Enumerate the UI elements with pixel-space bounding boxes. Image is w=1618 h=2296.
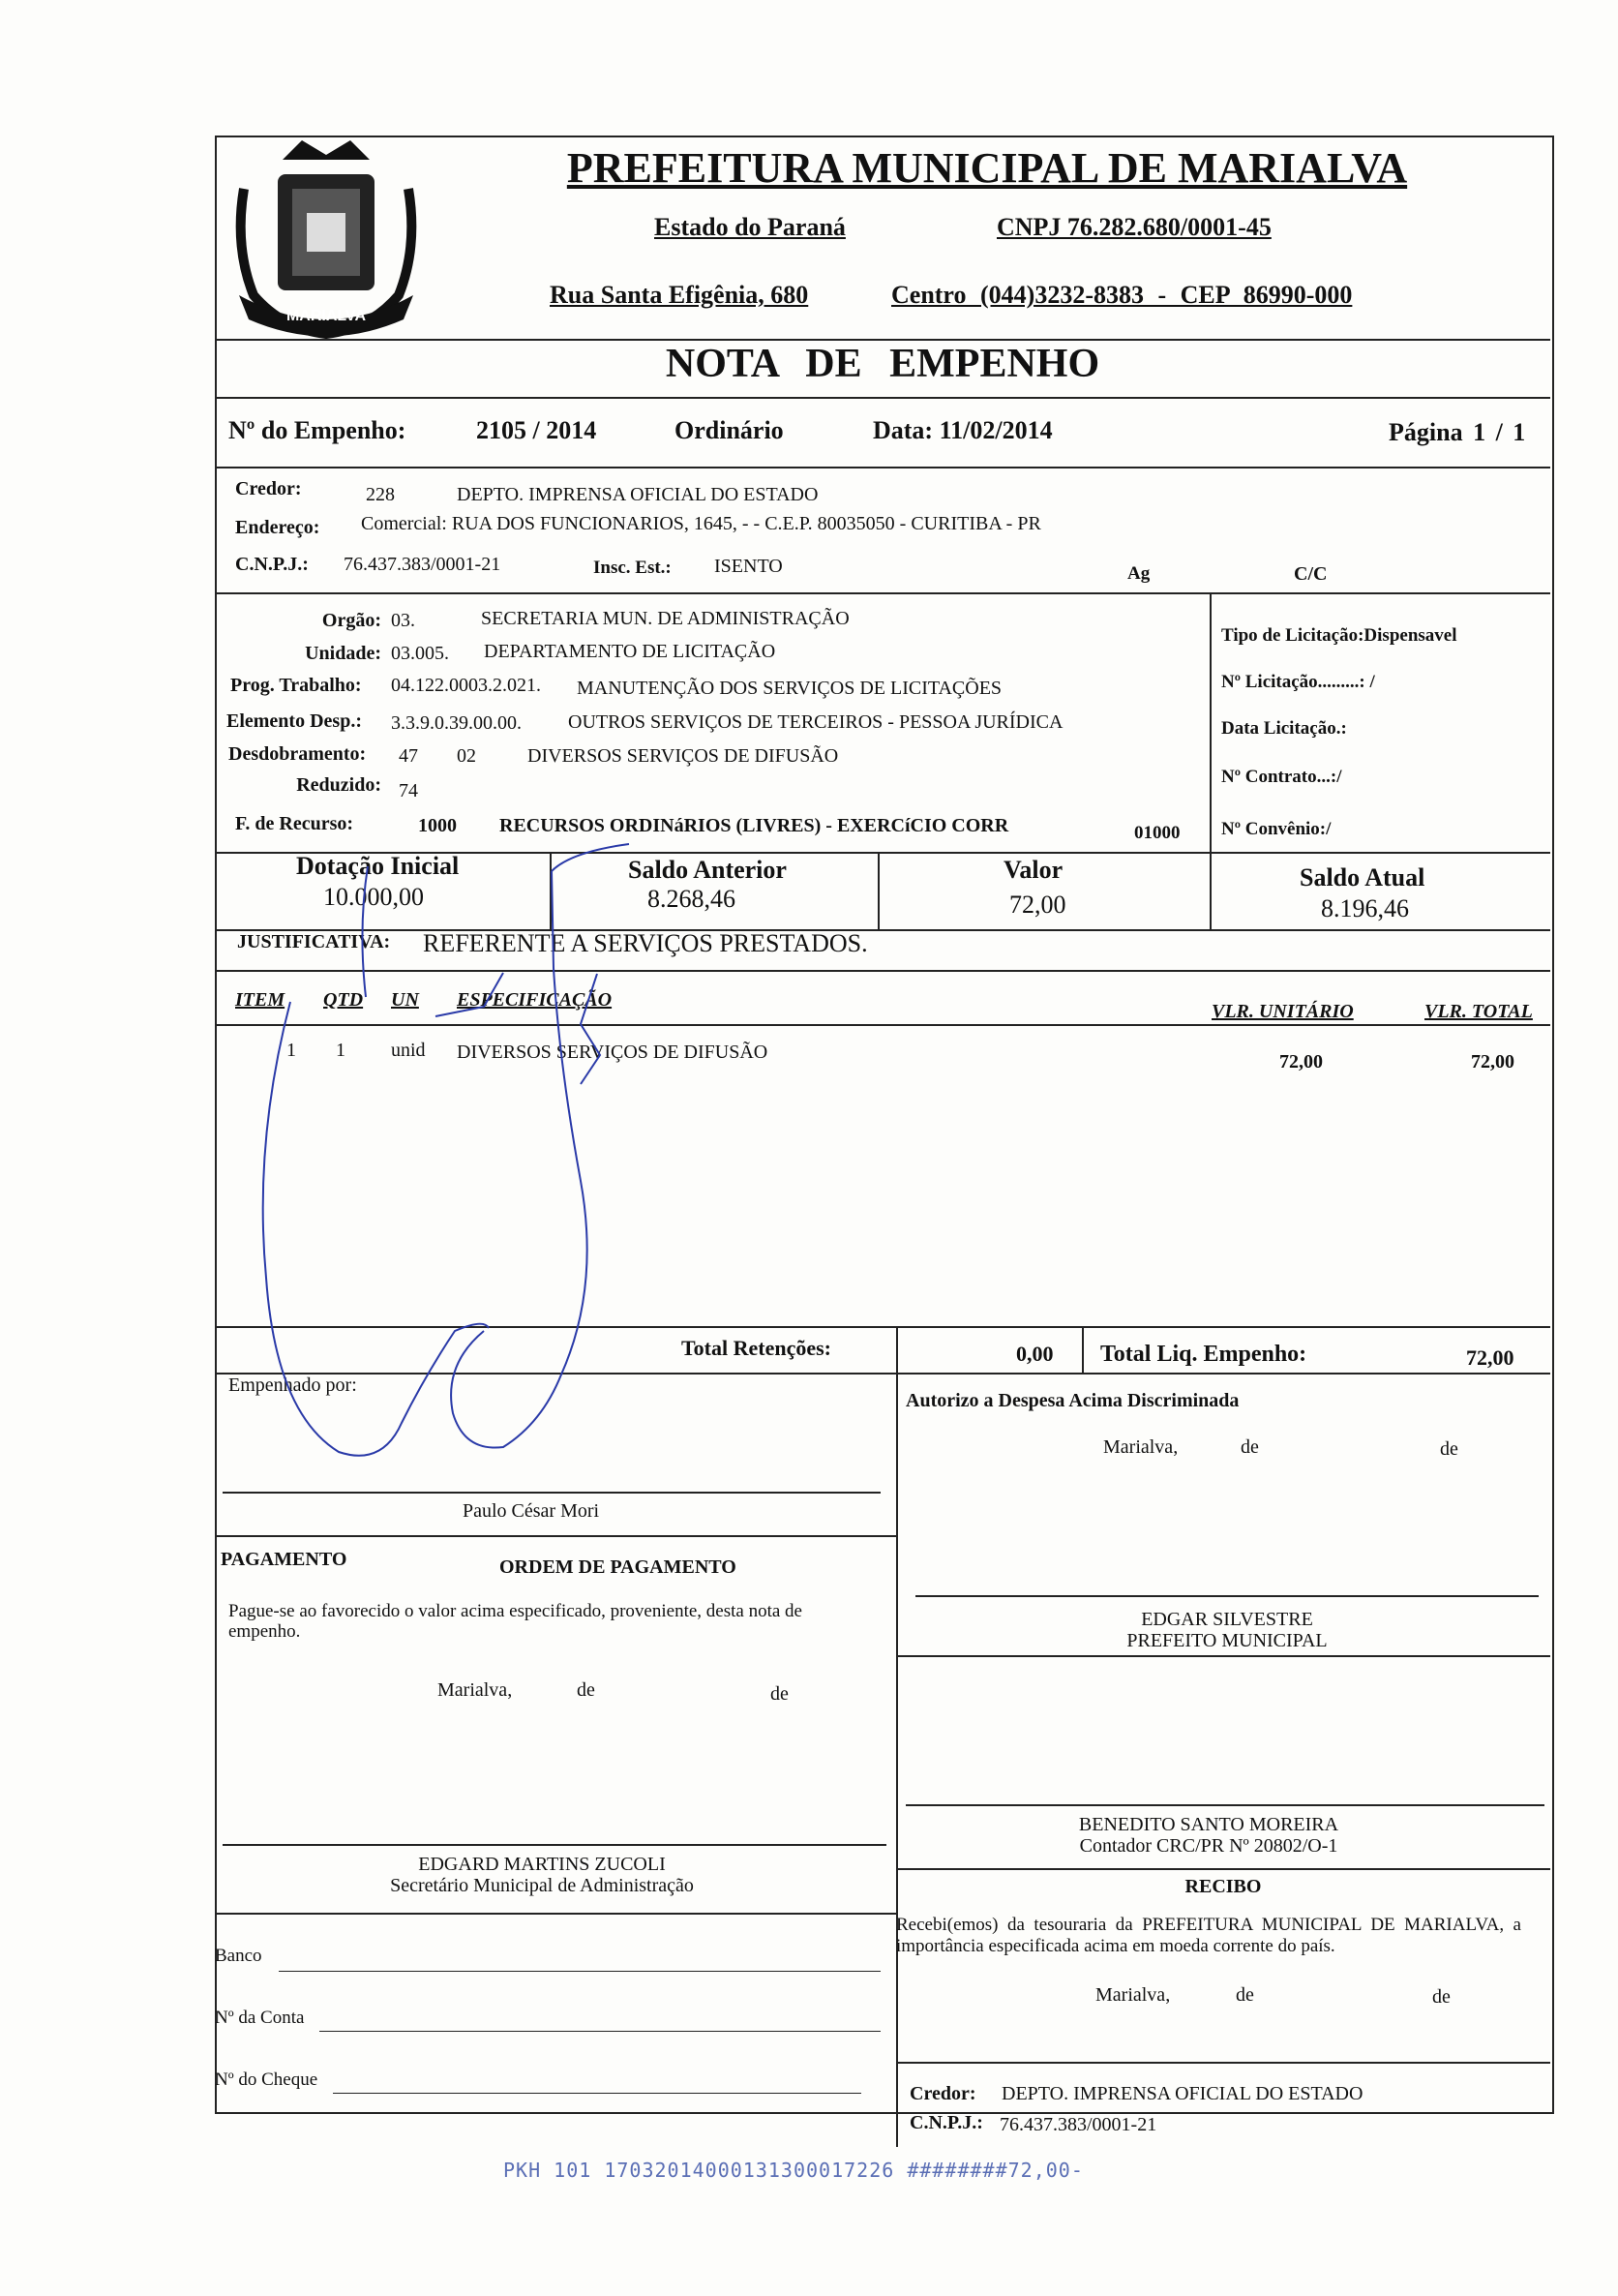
contador-name: BENEDITO SANTO MOREIRA — [1078, 1814, 1339, 1835]
total-liquido-label: Total Liq. Empenho: — [1100, 1342, 1307, 1367]
page-number: Página 1 / 1 — [1389, 418, 1526, 446]
justificativa-label: JUSTIFICATIVA: — [237, 931, 391, 952]
numero-contrato: Nº Contrato...:/ — [1221, 767, 1342, 787]
pagamento-de-1: de — [577, 1679, 595, 1701]
col-header-item: ITEM — [235, 989, 285, 1011]
secretario-name: EDGARD MARTINS ZUCOLI — [418, 1854, 666, 1875]
recibo-credor-label: Credor: — [910, 2083, 976, 2104]
retencoes-label: Total Retenções: — [681, 1336, 831, 1360]
data-licitacao: Data Licitação.: — [1221, 718, 1347, 739]
district-phone-cep: Centro (044)3232-8383 - CEP 86990-000 — [891, 281, 1353, 309]
municipality-cnpj: CNPJ 76.282.680/0001-45 — [997, 213, 1272, 241]
desdobramento-a: 47 — [399, 745, 418, 767]
row-item: 1 — [286, 1040, 296, 1061]
elemento-code: 3.3.9.0.39.00.00. — [391, 712, 522, 734]
recibo-city: Marialva, — [1095, 1984, 1171, 2006]
prog-trabalho-label: Prog. Trabalho: — [230, 675, 362, 696]
orgao-description: SECRETARIA MUN. DE ADMINISTRAÇÃO — [481, 608, 850, 629]
credor-code: 228 — [366, 484, 395, 505]
prog-trabalho-code: 04.122.0003.2.021. — [391, 675, 541, 696]
empenho-number-label: Nº do Empenho: — [228, 416, 406, 444]
prefeito-name: EDGAR SILVESTRE — [1141, 1609, 1313, 1630]
unidade-code: 03.005. — [391, 643, 449, 664]
orgao-label: Orgão: — [321, 610, 381, 631]
empenho-date: Data: 11/02/2014 — [873, 416, 1053, 444]
conta-label: Nº da Conta — [215, 2008, 305, 2028]
empenho-type: Ordinário — [674, 416, 784, 444]
numero-convenio: Nº Convênio:/ — [1221, 819, 1332, 839]
autorizo-city: Marialva, — [1103, 1436, 1179, 1458]
credor-cnpj: 76.437.383/0001-21 — [344, 554, 501, 575]
elemento-description: OUTROS SERVIÇOS DE TERCEIROS - PESSOA JURÍDICA — [568, 711, 1064, 733]
justificativa-text: REFERENTE A SERVIÇOS PRESTADOS. — [423, 929, 868, 957]
tipo-licitacao: Tipo de Licitação:Dispensavel — [1221, 625, 1457, 646]
orgao-code: 03. — [391, 610, 415, 631]
empenhado-name: Paulo César Mori — [463, 1500, 600, 1522]
pagamento-label: PAGAMENTO — [221, 1549, 347, 1570]
dotacao-value: 10.000,00 — [323, 883, 424, 911]
recurso-code: 1000 — [418, 815, 457, 836]
credor-address: Comercial: RUA DOS FUNCIONARIOS, 1645, - - C.E.P. 80035050 - CURITIBA - PR — [361, 513, 1041, 534]
credor-label: Credor: — [235, 478, 302, 499]
dotacao-label: Dotação Inicial — [296, 852, 460, 880]
numero-licitacao: Nº Licitação.........: / — [1221, 672, 1375, 692]
unidade-label: Unidade: — [305, 643, 381, 664]
saldo-atual-value: 8.196,46 — [1321, 894, 1409, 922]
valor-value: 72,00 — [1009, 891, 1066, 919]
pagamento-de-2: de — [770, 1683, 789, 1705]
recibo-credor: DEPTO. IMPRENSA OFICIAL DO ESTADO — [1002, 2083, 1363, 2104]
valor-label: Valor — [1004, 856, 1064, 884]
recurso-secondary-code: 01000 — [1134, 823, 1181, 843]
desdobramento-label: Desdobramento: — [228, 743, 367, 765]
recurso-description: RECURSOS ORDINáRIOS (LIVRES) - EXERCíCIO CORR — [499, 815, 1009, 836]
reduzido-value: 74 — [399, 780, 418, 801]
col-header-qtd: QTD — [323, 989, 364, 1011]
row-especificacao: DIVERSOS SERVIÇOS DE DIFUSÃO — [457, 1042, 768, 1063]
row-un: unid — [391, 1040, 426, 1061]
street-address: Rua Santa Efigênia, 680 — [550, 281, 809, 309]
elemento-label: Elemento Desp.: — [226, 710, 362, 732]
row-vlr-unitario: 72,00 — [1279, 1051, 1323, 1072]
prefeito-role: PREFEITO MUNICIPAL — [1126, 1630, 1328, 1651]
desdobramento-description: DIVERSOS SERVIÇOS DE DIFUSÃO — [527, 745, 839, 767]
saldo-anterior-label: Saldo Anterior — [628, 856, 787, 884]
pagamento-city: Marialva, — [437, 1679, 513, 1701]
svg-text:MARIALVA: MARIALVA — [285, 308, 367, 324]
saldo-anterior-value: 8.268,46 — [647, 885, 735, 913]
credor-name: DEPTO. IMPRENSA OFICIAL DO ESTADO — [457, 484, 819, 505]
recibo-text: Recebi(emos) da tesouraria da PREFEITURA MUNICIPAL DE MARIALVA, a importância especificada acima em moeda corrente do país. — [896, 1915, 1521, 1956]
desdobramento-b: 02 — [457, 745, 476, 767]
recibo-de-2: de — [1432, 1986, 1451, 2008]
col-header-un: UN — [391, 989, 419, 1011]
retencoes-value: 0,00 — [1016, 1342, 1054, 1366]
autorizo-de-2: de — [1440, 1438, 1458, 1460]
saldo-atual-label: Saldo Atual — [1300, 863, 1425, 891]
reduzido-label: Reduzido: — [296, 774, 381, 796]
cheque-label: Nº do Cheque — [215, 2069, 318, 2090]
recurso-label: F. de Recurso: — [235, 813, 354, 834]
row-vlr-total: 72,00 — [1471, 1051, 1514, 1072]
row-qtd: 1 — [336, 1040, 345, 1061]
page-title: PREFEITURA MUNICIPAL DE MARIALVA — [566, 144, 1408, 192]
recibo-de-1: de — [1236, 1984, 1254, 2006]
banco-label: Banco — [215, 1946, 262, 1966]
secretario-role: Secretário Municipal de Administração — [390, 1875, 694, 1896]
address-label: Endereço: — [235, 517, 320, 538]
contador-role: Contador CRC/PR Nº 20802/O-1 — [1079, 1835, 1338, 1857]
prog-trabalho-description: MANUTENÇÃO DOS SERVIÇOS DE LICITAÇÕES — [577, 678, 1003, 699]
unidade-description: DEPARTAMENTO DE LICITAÇÃO — [484, 641, 776, 662]
document-title: NOTA DE EMPENHO — [665, 342, 1100, 386]
account-label: C/C — [1294, 563, 1328, 585]
empenhado-label: Empenhado por: — [228, 1375, 357, 1396]
recibo-cnpj-label: C.N.P.J.: — [910, 2112, 983, 2133]
autorizo-de-1: de — [1241, 1436, 1259, 1458]
footer-stamp: PKH 101 17032014000131300017226 ########72,00- — [503, 2159, 1084, 2182]
state-name: Estado do Paraná — [654, 213, 846, 241]
col-header-especificacao: ESPECIFICAÇÃO — [457, 989, 613, 1011]
col-header-vlr-unitario: VLR. UNITÁRIO — [1212, 1001, 1354, 1022]
total-liquido-value: 72,00 — [1466, 1345, 1514, 1370]
cnpj-label: C.N.P.J.: — [235, 554, 309, 575]
col-header-vlr-total: VLR. TOTAL — [1424, 1001, 1533, 1022]
recibo-label: RECIBO — [1184, 1876, 1262, 1897]
ordem-pagamento-label: ORDEM DE PAGAMENTO — [499, 1556, 736, 1578]
insc-est-value: ISENTO — [714, 556, 783, 577]
pagamento-text: Pague-se ao favorecido o valor acima especificado, proveniente, desta nota de empenho. — [228, 1601, 802, 1642]
agency-label: Ag — [1127, 563, 1151, 584]
autorizo-label: Autorizo a Despesa Acima Discriminada — [906, 1390, 1240, 1411]
insc-est-label: Insc. Est.: — [593, 558, 672, 578]
empenho-number: 2105 / 2014 — [476, 416, 597, 444]
recibo-cnpj: 76.437.383/0001-21 — [1000, 2114, 1157, 2135]
